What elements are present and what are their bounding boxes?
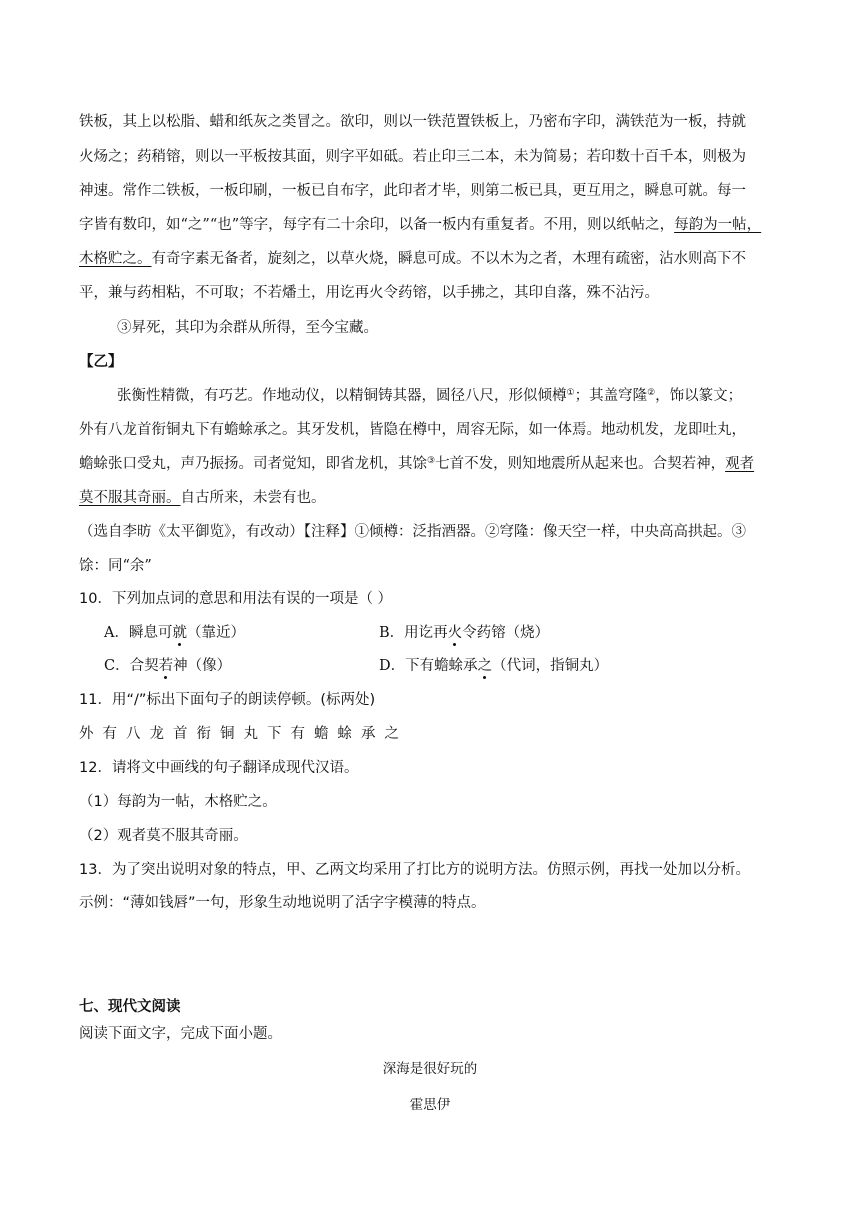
passage-text: 蟾蜍张口受丸，声乃振扬。司者觉知，即省龙机，其馀 xyxy=(79,456,427,472)
note-marker-1: ① xyxy=(566,388,575,398)
passage-yi-line-1 xyxy=(117,386,742,406)
passage-text: ，饰以篆文； xyxy=(655,388,743,404)
passage-jia-line-4 xyxy=(79,215,761,235)
passage-jia-line-6: 平，兼与药相粘，不可取；不若燔土，用讫再火令药镕，以手拂之，其印自落，殊不沾污。 xyxy=(79,285,659,301)
dotted-word: 火 xyxy=(447,625,463,641)
passage-jia-line-5 xyxy=(79,249,746,269)
question-12-sentence-2: （2）观者莫不服其奇丽。 xyxy=(79,828,248,844)
note-marker-3: ③ xyxy=(427,456,436,466)
question-12-stem: 12．请将文中画线的句子翻译成现代汉语。 xyxy=(79,760,359,776)
passage-text: 自古所来，未尝有也。 xyxy=(180,490,326,506)
passage-text: ；其盖穹隆 xyxy=(574,388,648,404)
section-yi-heading: 【乙】 xyxy=(79,353,123,370)
option-text: （代词，指铜丸） xyxy=(492,658,609,674)
underlined-sentence-2b: 莫不服其奇丽。 xyxy=(79,490,181,506)
passage-jia-paragraph-3: ③昇死，其印为余群从所得，至今宝藏。 xyxy=(117,320,378,336)
option-d xyxy=(379,656,608,676)
option-text: C．合契 xyxy=(104,658,159,674)
question-13-example: 示例：“薄如钱唇”一句，形象生动地说明了活字字模薄的特点。 xyxy=(79,895,486,911)
dotted-word: 就 xyxy=(172,625,187,641)
passage-jia-line-3: 神速。常作二铁板，一板印刷，一板已自布字，此印者才毕，则第二板已具，更互用之，瞬息可就。每一 xyxy=(79,183,746,199)
passage-yi-line-3 xyxy=(79,454,754,474)
passage-yi-line-4 xyxy=(79,488,326,508)
option-a xyxy=(104,623,245,643)
passage-text: 七首不发，则知地震所从起来也。合契若神， xyxy=(435,456,726,472)
section-7-instruction: 阅读下面文字，完成下面小题。 xyxy=(79,1026,282,1042)
dotted-word: 之 xyxy=(477,658,493,674)
source-note-line-2: 馀：同“余” xyxy=(79,558,152,574)
question-11-stem: 11．用“/”标出下面句子的朗读停顿。(标两处) xyxy=(79,692,376,708)
article-title: 深海是很好玩的 xyxy=(382,1061,478,1077)
underlined-sentence-2a: 观者 xyxy=(725,456,755,472)
source-note-line-1: （选自李昉《太平御览》，有改动）【注释】①倾樽：泛指酒器。②穹隆：像天空一样，中央高高拱起。③ xyxy=(79,524,746,540)
option-text: （靠近） xyxy=(186,625,245,641)
underlined-sentence-1b: 木格贮之。 xyxy=(79,251,152,267)
passage-text: 字皆有数印，如“之”“也”等字，每字有二十余印，以备一板内有重复者。不用，则以纸帖之， xyxy=(79,217,675,233)
passage-text: 张衡性精微，有巧艺。作地动仪，以精铜铸其器，圆径八尺，形似倾樽 xyxy=(117,388,567,404)
note-marker-2: ② xyxy=(647,388,656,398)
dotted-word: 若 xyxy=(158,658,174,674)
underlined-sentence-1a: 每韵为一帖， xyxy=(674,217,762,233)
option-text: 令药镕（烧） xyxy=(462,625,550,641)
option-b xyxy=(379,623,549,643)
question-13-stem: 13．为了突出说明对象的特点，甲、乙两文均采用了打比方的说明方法。仿照示例，再找一处加以分析。 xyxy=(79,862,750,878)
option-text: A．瞬息可 xyxy=(104,625,173,641)
section-7-heading: 七、现代文阅读 xyxy=(79,999,181,1015)
option-c xyxy=(104,656,231,676)
passage-text: 有奇字素无备者，旋刻之，以草火烧，瞬息可成。不以木为之者，木理有疏密，沾水则高下不 xyxy=(151,251,746,267)
option-text: B．用讫再 xyxy=(379,625,448,641)
article-author: 霍思伊 xyxy=(409,1097,451,1113)
option-text: D．下有蟾蜍承 xyxy=(379,658,478,674)
passage-jia-line-2: 火炀之；药稍镕，则以一平板按其面，则字平如砥。若止印三二本，未为简易；若印数十百千本，则极为 xyxy=(79,149,746,165)
question-12-sentence-1: （1）每韵为一帖，木格贮之。 xyxy=(79,794,277,810)
question-11-sentence: 外有八龙首衔铜丸下有蟾蜍承之 xyxy=(79,726,408,742)
passage-yi-line-2: 外有八龙首衔铜丸下有蟾蜍承之。其牙发机，皆隐在樽中，周容无际，如一体焉。地动机发，龙即吐丸， xyxy=(79,422,746,438)
option-text: 神（像） xyxy=(173,658,232,674)
question-10-stem: 10．下列加点词的意思和用法有误的一项是（ ） xyxy=(79,591,393,607)
passage-jia-line-1: 铁板，其上以松脂、蜡和纸灰之类冒之。欲印，则以一铁范置铁板上，乃密布字印，满铁范为一板，持就 xyxy=(79,114,746,130)
